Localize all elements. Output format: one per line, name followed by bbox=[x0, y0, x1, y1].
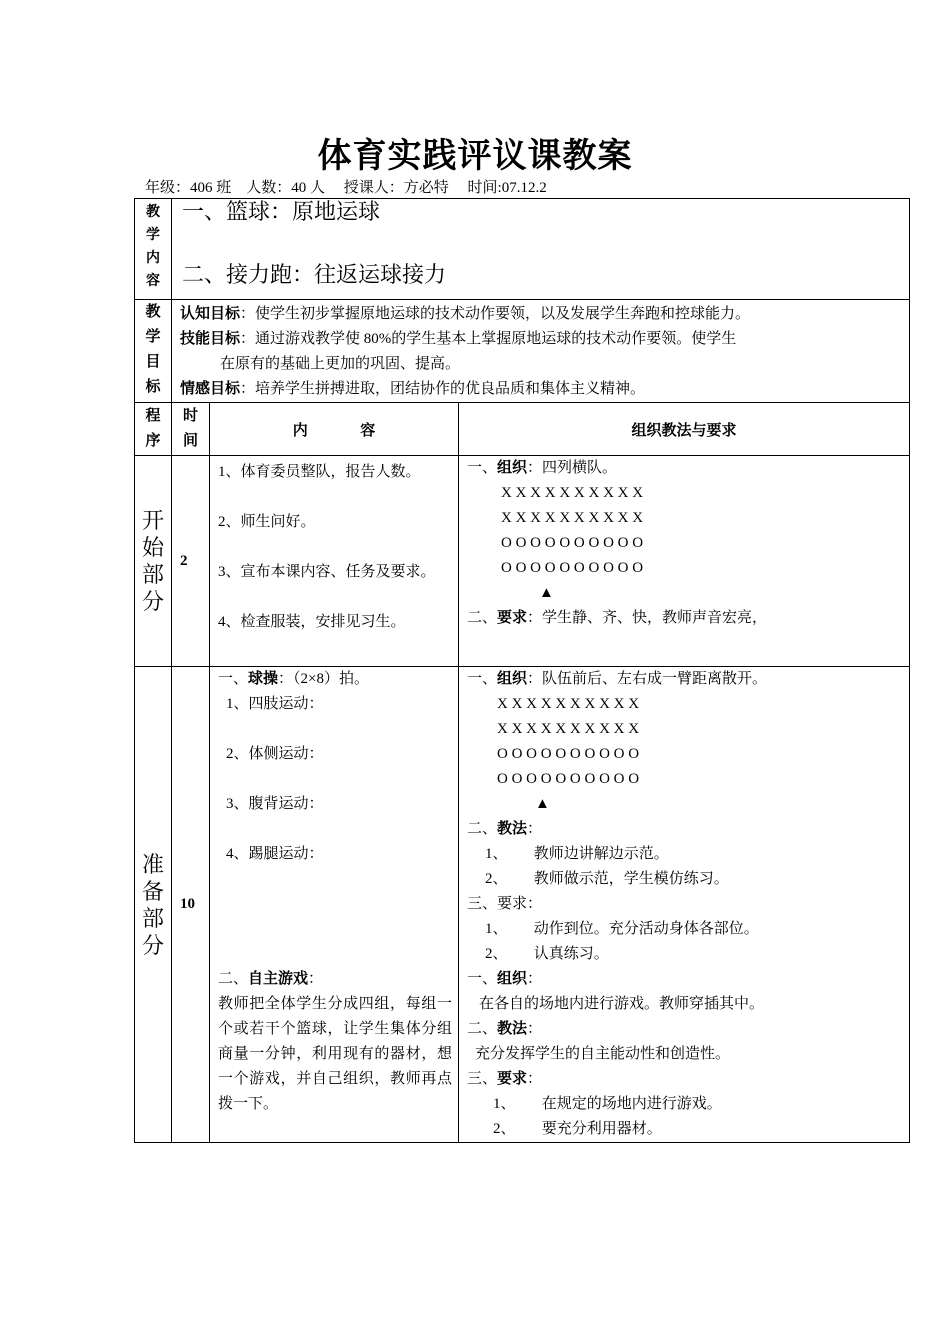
start-content bbox=[210, 456, 459, 667]
header-time: 时 间 bbox=[172, 403, 210, 456]
skill-text: ：通过游戏教学使 80%的学生基本上掌握原地运球的技术动作要领。使学生 bbox=[240, 331, 737, 347]
cognitive-text: ：使学生初步掌握原地运球的技术动作要领，以及发展学生奔跑和控球能力。 bbox=[240, 306, 751, 322]
content-cell bbox=[172, 199, 910, 300]
header-organization: 组织教法与要求 bbox=[459, 403, 910, 456]
start-time: 2 bbox=[172, 456, 210, 667]
start-section-row bbox=[135, 456, 910, 667]
lesson-meta bbox=[145, 176, 547, 197]
drill-item: 2、体侧运动： bbox=[226, 746, 324, 762]
start-section-label: 开 始 部 分 bbox=[135, 456, 172, 667]
method-label: 教法 bbox=[497, 821, 528, 837]
start-item: 1、体育委员整队，报告人数。 bbox=[218, 464, 421, 480]
start-req-label: 要求 bbox=[497, 610, 528, 626]
prep-time: 10 bbox=[172, 667, 210, 1143]
prep-section-row bbox=[135, 667, 910, 1143]
game-req-label: 要求 bbox=[497, 1071, 528, 1087]
start-item: 3、宣布本课内容、任务及要求。 bbox=[218, 564, 436, 580]
lesson-plan-table bbox=[134, 198, 910, 1143]
grade-info: 年级：406 班 bbox=[145, 180, 232, 196]
game-org-label: 组织 bbox=[497, 971, 528, 987]
formation-row: O O O O O O O O O O bbox=[501, 535, 644, 551]
game-label: 自主游戏 bbox=[248, 971, 309, 987]
teacher-info: 授课人：方必特 bbox=[343, 180, 449, 196]
drill-item: 3、腹背运动： bbox=[226, 796, 324, 812]
start-organization: 一、组织：四列横队。 X X X X X X X X X X X X X X X X X X X X O O O O O O O O O O O O O O O O O O O O ▲ 二、要求：学生静、齐、快，教师声音宏亮， bbox=[459, 456, 910, 667]
content-row bbox=[135, 199, 910, 300]
game-requirement-item: 2、 要充分利用器材。 bbox=[493, 1121, 662, 1137]
method-item: 1、 教师边讲解边示范。 bbox=[485, 846, 669, 862]
prep-content: 一、球操：（2×8）拍。 1、四肢运动： 2、体侧运动： 3、腹背运动： 4、踢腿运动： 二、自主游戏： 教师把全体学生分成四组，每组一个或若干个篮球，让学生集体分组商量一分钟，利用现有的器材，想一个游戏，并自己组织，教师再点拨一下。 bbox=[210, 667, 459, 1143]
start-org-label: 组织 bbox=[497, 460, 528, 476]
prep-org-text: ：队伍前后、左右成一臂距离散开。 bbox=[527, 671, 768, 687]
formation-row: O O O O O O O O O O bbox=[501, 560, 644, 576]
header-row bbox=[135, 403, 910, 456]
count-info: 人数：40 人 bbox=[246, 180, 326, 196]
cognitive-label: 认知目标 bbox=[180, 306, 241, 322]
requirement-item: 2、 认真练习。 bbox=[485, 946, 609, 962]
objectives-cell bbox=[172, 300, 910, 403]
emotion-label: 情感目标 bbox=[180, 381, 241, 397]
page-title: 体育实践评议课教案 bbox=[317, 138, 633, 175]
prep-org-label: 组织 bbox=[497, 671, 528, 687]
formation-row: X X X X X X X X X X bbox=[501, 485, 644, 501]
formation-row: O O O O O O O O O O bbox=[497, 746, 640, 762]
formation-row: X X X X X X X X X X bbox=[497, 696, 640, 712]
content-line-1: 一、篮球：原地运球 bbox=[182, 199, 381, 224]
teacher-triangle-icon: ▲ bbox=[535, 796, 550, 812]
game-description: 教师把全体学生分成四组，每组一个或若干个篮球，让学生集体分组商量一分钟，利用现有的器材，想一个游戏，并自己组织，教师再点拨一下。 bbox=[218, 996, 452, 1112]
drill-item: 4、踢腿运动： bbox=[226, 846, 324, 862]
requirement-item: 1、 动作到位。充分活动身体各部位。 bbox=[485, 921, 759, 937]
objectives-label: 教 学 目 标 bbox=[135, 300, 172, 403]
formation-row: X X X X X X X X X X bbox=[497, 721, 640, 737]
prep-section-label: 准 备 部 分 bbox=[135, 667, 172, 1143]
skill-text-continued: 在原有的基础上更加的巩固、提高。 bbox=[220, 356, 461, 372]
game-method-text: 充分发挥学生的自主能动性和创造性。 bbox=[475, 1046, 731, 1062]
skill-label: 技能目标 bbox=[180, 331, 241, 347]
objectives-row bbox=[135, 300, 910, 403]
drill-text: ：（2×8）拍。 bbox=[278, 671, 369, 687]
time-info: 时间:07.12.2 bbox=[467, 180, 547, 196]
game-requirement-item: 1、 在规定的场地内进行游戏。 bbox=[493, 1096, 722, 1112]
header-procedure: 程 序 bbox=[135, 403, 172, 456]
content-label: 教 学 内 容 bbox=[135, 199, 172, 300]
emotion-text: ：培养学生拼搏进取，团结协作的优良品质和集体主义精神。 bbox=[240, 381, 646, 397]
formation-row: O O O O O O O O O O bbox=[497, 771, 640, 787]
start-item: 4、检查服装，安排见习生。 bbox=[218, 614, 406, 630]
prep-organization: 一、组织：队伍前后、左右成一臂距离散开。 X X X X X X X X X X X X X X X X X X X X O O O O O O O O O O O O O O O O O O O O ▲ 二、教法： 1、 教师边讲解边示范。 2、 教师做示范，学生模仿练习。 三、要求： 1、 动作到位。充分活动身体各部位。 2、 认真练习。 一、组织： 在各自的场地内进行游戏。教师穿插其中。 二、教法： 充分发挥学生的自主能动性和创造性。 三、要求： 1、 在规定的场地内进行游戏。 2、 要充分利用器材。 bbox=[459, 667, 910, 1143]
header-content: 内 容 bbox=[210, 403, 459, 456]
method-item: 2、 教师做示范，学生模仿练习。 bbox=[485, 871, 729, 887]
drill-label: 球操 bbox=[248, 671, 279, 687]
content-line-2: 二、接力跑：往返运球接力 bbox=[182, 262, 447, 287]
drill-item: 1、四肢运动： bbox=[226, 696, 324, 712]
start-item: 2、师生问好。 bbox=[218, 514, 316, 530]
game-org-text: 在各自的场地内进行游戏。教师穿插其中。 bbox=[479, 996, 765, 1012]
start-req-text: ：学生静、齐、快，教师声音宏亮， bbox=[527, 610, 768, 626]
teacher-triangle-icon: ▲ bbox=[539, 585, 554, 601]
game-method-label: 教法 bbox=[497, 1021, 528, 1037]
formation-row: X X X X X X X X X X bbox=[501, 510, 644, 526]
start-org-text: ：四列横队。 bbox=[527, 460, 618, 476]
requirements-heading: 三、要求： bbox=[467, 896, 543, 912]
